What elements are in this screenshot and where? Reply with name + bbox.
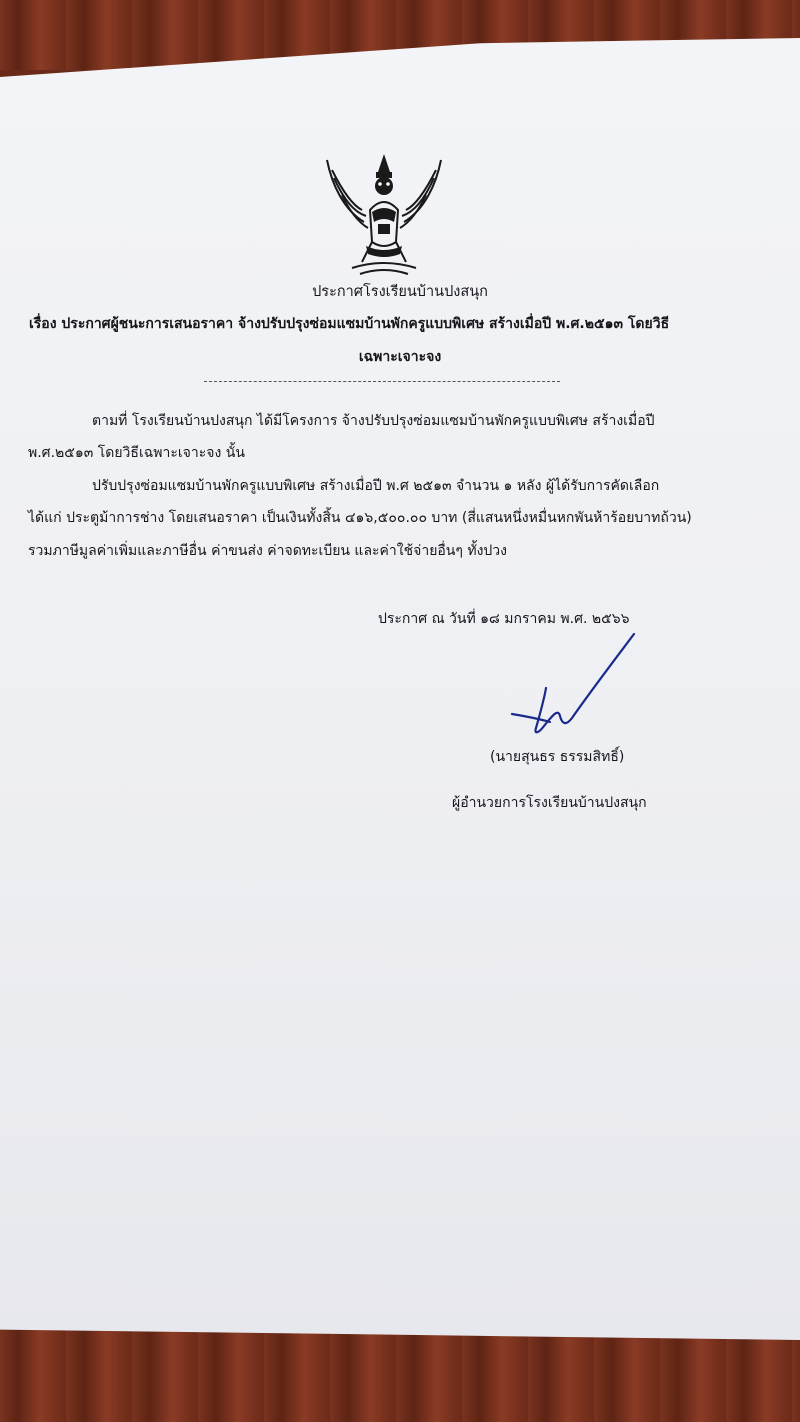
announcement-date: ประกาศ ณ วันที่ ๑๘ มกราคม พ.ศ. ๒๕๖๖ (378, 611, 630, 627)
paragraph-2-line-2: ได้แก่ ประตูม้าการช่าง โดยเสนอราคา เป็นเงินทั้งสิ้น ๔๑๖,๕๐๐.๐๐ บาท (สี่แสนหนึ่งหมื่นหกพันห้าร้อยบาทถ้วน) (28, 510, 692, 526)
signer-position: ผู้อำนวยการโรงเรียนบ้านปงสนุก (452, 795, 647, 811)
handwritten-signature (500, 628, 650, 738)
subject-line-continued: เฉพาะเจาะจง (358, 349, 442, 365)
paragraph-2-line-3: รวมภาษีมูลค่าเพิ่มและภาษีอื่น ค่าขนส่ง ค่าจดทะเบียน และค่าใช้จ่ายอื่นๆ ทั้งปวง (28, 543, 507, 559)
paragraph-1-line-1: ตามที่ โรงเรียนบ้านปงสนุก ได้มีโครงการ จ้างปรับปรุงซ่อมแซมบ้านพักครูแบบพิเศษ สร้างเมื่อปี (92, 413, 655, 429)
document-title: ประกาศโรงเรียนบ้านปงสนุก (312, 284, 488, 300)
signer-name: (นายสุนธร ธรรมสิทธิ์) (490, 749, 625, 765)
divider (204, 381, 560, 382)
paragraph-2-line-1: ปรับปรุงซ่อมแซมบ้านพักครูแบบพิเศษ สร้างเมื่อปี พ.ศ ๒๕๑๓ จำนวน ๑ หลัง ผู้ได้รับการคัดเลือก (92, 478, 660, 494)
paragraph-1-line-2: พ.ศ.๒๕๑๓ โดยวิธีเฉพาะเจาะจง นั้น (28, 445, 245, 461)
garuda-emblem-icon (322, 150, 446, 280)
subject-line: เรื่อง ประกาศผู้ชนะการเสนอราคา จ้างปรับปรุงซ่อมแซมบ้านพักครูแบบพิเศษ สร้างเมื่อปี พ.ศ.๒๕๑๓ โดยวิธี (29, 316, 670, 332)
